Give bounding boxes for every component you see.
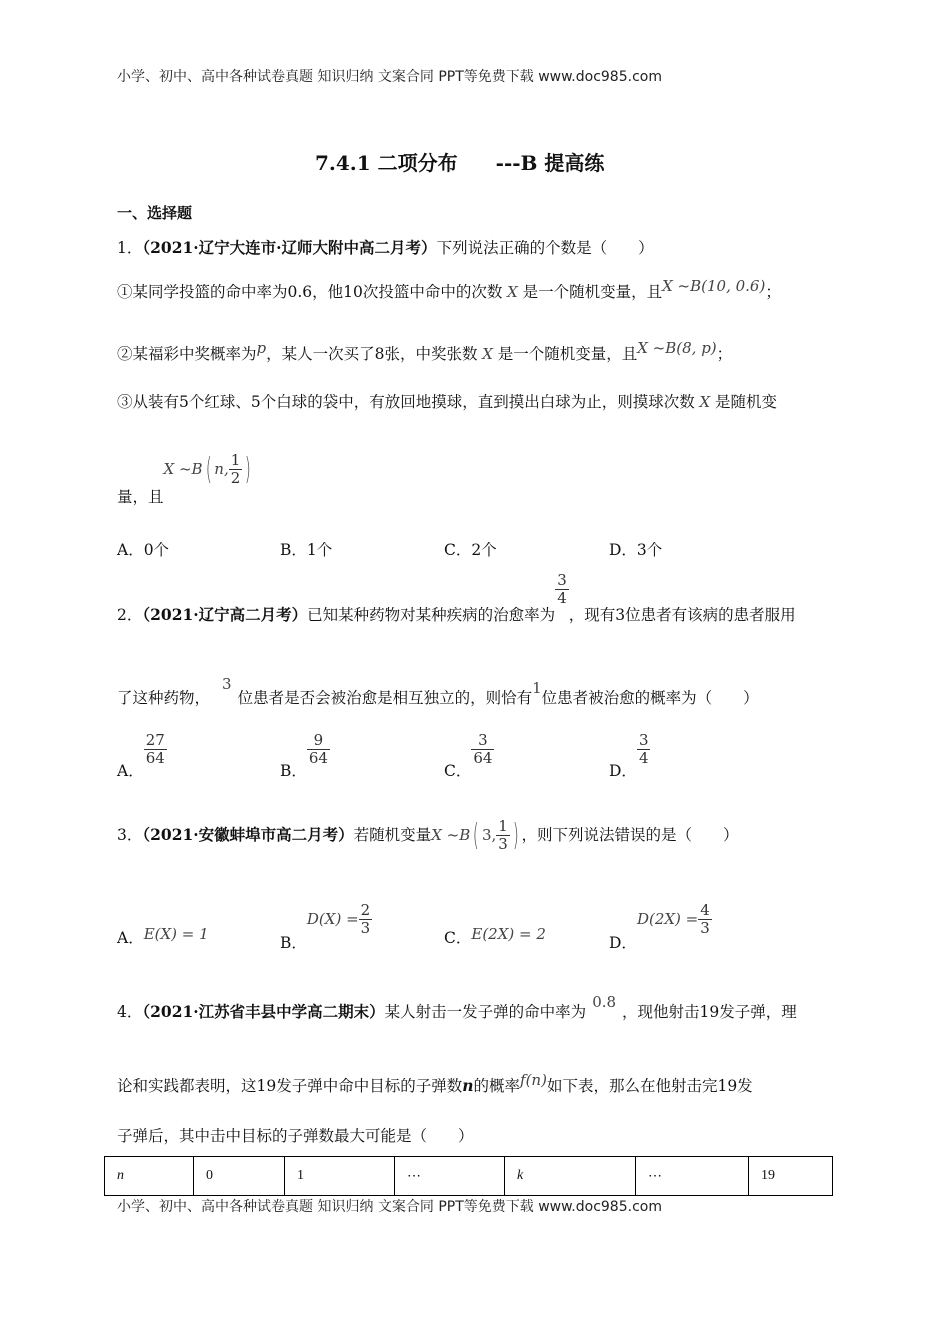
q1-stem: 下列说法正确的个数是（ ） [436, 239, 654, 257]
q3-source: （2021·安徽蚌埠市高二月考） [142, 824, 354, 844]
q2-rate-den: 4 [557, 589, 567, 608]
table-cell: k [505, 1157, 636, 1196]
q3-opt-b-den: 3 [360, 919, 371, 938]
q2-opt-c-label: C． [444, 761, 472, 780]
table-cell: n [105, 1157, 194, 1196]
q4-stem-line2 [117, 1071, 753, 1096]
table-row [105, 1157, 833, 1196]
q3-opt-b-expr: D(X) = [306, 909, 359, 928]
q1-source: （2021·辽宁大连市·辽师大附中高二月考） [142, 238, 437, 257]
q2-option-d [609, 731, 650, 780]
q4-fn: f(n) [520, 1071, 547, 1089]
q4-number: 4． [117, 1003, 143, 1021]
var-n: n, [214, 459, 229, 478]
q2-opt-c-frac [471, 732, 494, 768]
table-cell: 0 [194, 1157, 285, 1196]
q2-three: 3 [222, 675, 232, 693]
q2-stem5: 位患者被治愈的概率为（ ） [541, 689, 759, 707]
q1-s2-mid: ，某人一次买了8张，中奖张数 [266, 345, 478, 363]
q3-opt-d-frac [698, 902, 712, 938]
page-title [315, 147, 604, 176]
q2-opt-a-den: 64 [145, 749, 165, 768]
q4-rate: 0.8 [592, 993, 617, 1011]
paren-right: ) [245, 452, 252, 488]
table-cell: ⋯ [395, 1157, 505, 1196]
q1-s1-mid: 是一个随机变量，且 [522, 283, 663, 301]
q1-number: 1． [117, 239, 143, 257]
q2-opt-d-den: 4 [638, 749, 649, 768]
q1-stem-line [117, 236, 654, 258]
q3-opt-d-label: D． [609, 933, 637, 952]
q2-opt-c-den: 64 [473, 749, 493, 768]
q3-opt-c-label: C． [444, 929, 472, 947]
q3-option-c [444, 902, 546, 947]
q1-s2-mid2: 是一个随机变量，且 [497, 345, 638, 363]
var-p: p [256, 339, 267, 357]
q2-option-b [280, 731, 330, 780]
q1-statement-1: ①某同学投篮的命中率为0.6，他10次投篮中命中的次数 X 是一个随机变量，且X ~B(10, 0.6)； [117, 277, 781, 301]
q3-option-d [609, 901, 712, 952]
q2-stem-line2 [117, 675, 759, 708]
title-part1: 7.4.1 二项分布 [315, 151, 458, 175]
q1-s1-math: X ~B(10, 0.6) [662, 277, 766, 295]
var-x: X [502, 283, 523, 301]
q2-opt-d-num: 3 [638, 731, 649, 749]
q2-opt-b-den: 64 [308, 749, 328, 768]
q3-option-a [117, 902, 209, 947]
paren-left: ( [205, 452, 212, 488]
q4-source: （2021·江苏省丰县中学高二期末） [142, 1002, 385, 1021]
q3-opt-d-expr: D(2X) = [636, 909, 699, 928]
q4-stem-line3: 子弹后，其中击中目标的子弹数最大可能是（ ） [117, 1127, 474, 1145]
table-cell: 19 [749, 1157, 833, 1196]
paren-left: ( [473, 818, 480, 854]
q2-rate-fraction [555, 572, 569, 608]
q1-s1-text: ①某同学投篮的命中率为0.6，他10次投篮中命中的次数 [117, 283, 503, 301]
q1-statement-2: ②某福彩中奖概率为p，某人一次买了8张，中奖张数 X 是一个随机变量，且X ~B(8, p)； [117, 339, 733, 363]
q2-rate-num: 3 [557, 571, 567, 589]
title-part2: ---B 提高练 [495, 151, 605, 175]
q3-stem1: 若随机变量 [353, 825, 432, 844]
page-footer: 小学、初中、高中各种试卷真题 知识归纳 文案合同 PPT等免费下载 www.doc985.com [117, 1199, 662, 1215]
q3-opt-d-num: 4 [700, 901, 710, 919]
q2-opt-a-frac [144, 732, 167, 768]
q4-stem1: 某人射击一发子弹的命中率为 [384, 1003, 587, 1021]
fraction-1-3: $\frac{1}{3}$ [498, 817, 508, 854]
q2-stem3: 了这种药物， [117, 689, 211, 707]
fraction-1-2: $\frac{1}{2}$ [230, 451, 241, 488]
q1-statement-3-cont [117, 451, 254, 506]
q3-opt-a-label: A． [117, 929, 144, 947]
q3-n: 3, [481, 825, 497, 844]
q2-number: 2． [117, 605, 143, 624]
q2-stem1: 已知某种药物对某种疾病的治愈率为 [307, 605, 556, 624]
section-heading: 一、选择题 [117, 204, 193, 222]
q1-option-c: C．2个 [444, 541, 497, 559]
q3-math: X ~B [431, 825, 471, 844]
q2-opt-b-num: 9 [307, 732, 330, 750]
q1-s3-tail: 是随机变 [714, 393, 777, 411]
q3-opt-c-expr: E(2X) = 2 [471, 925, 546, 943]
q2-source: （2021·辽宁高二月考） [142, 604, 308, 624]
var-x: X [477, 345, 498, 363]
q1-s3-text: ③从装有5个红球、5个白球的袋中，有放回地摸球，直到摸出白球为止，则摸球次数 [117, 393, 695, 411]
q2-opt-b-frac [307, 732, 330, 768]
q2-stem-line1 [117, 571, 796, 624]
q1-option-b: B．1个 [280, 541, 333, 559]
paren-right: ) [512, 818, 519, 854]
page-header: 小学、初中、高中各种试卷真题 知识归纳 文案合同 PPT等免费下载 www.doc985.com [117, 69, 662, 85]
q3-stem-line [117, 818, 739, 854]
q4-stem5: 如下表，那么在他射击完19发 [546, 1077, 753, 1095]
q3-stem2: ，则下列说法错误的是（ ） [521, 825, 739, 844]
q2-option-a [117, 731, 167, 780]
q2-opt-a-label: A． [117, 761, 144, 780]
q3-opt-d-den: 3 [700, 919, 710, 938]
q3-option-b [280, 901, 372, 952]
q3-number: 3． [117, 825, 143, 844]
q2-one: 1 [532, 679, 542, 697]
table-cell: ⋯ [636, 1157, 749, 1196]
q2-stem2: ，现有3位患者有该病的患者服用 [568, 605, 796, 624]
q1-s2-text: ②某福彩中奖概率为 [117, 345, 257, 363]
q3-opt-b-num: 2 [360, 901, 371, 919]
q2-opt-a-num: 27 [145, 731, 165, 749]
q4-stem3: 论和实践都表明，这19发子弹中命中目标的子弹数 [117, 1077, 463, 1095]
q2-opt-d-frac [637, 732, 651, 768]
q2-opt-c-num: 3 [471, 732, 494, 750]
q4-stem-line1 [117, 993, 797, 1022]
q2-opt-d-label: D． [609, 761, 637, 780]
q4-stem4: 的概率 [473, 1077, 521, 1095]
q1-option-d: D．3个 [609, 541, 663, 559]
q1-option-a: A．0个 [117, 541, 170, 559]
q1-statement-3 [117, 390, 777, 412]
q4-stem2: ，现他射击19发子弹，理 [622, 1003, 797, 1021]
q2-opt-b-label: B． [280, 761, 307, 780]
q1-s3-math: X ~B [163, 459, 203, 478]
q2-option-c [444, 731, 494, 780]
table-cell: 1 [285, 1157, 395, 1196]
q2-stem4: 位患者是否会被治愈是相互独立的，则恰有 [237, 689, 533, 707]
q4-n: n [462, 1076, 474, 1095]
q4-table [104, 1156, 833, 1196]
q1-s2-math: X ~B(8, p) [637, 339, 717, 357]
var-x: X [694, 393, 715, 411]
q3-opt-a-expr: E(X) = 1 [143, 925, 209, 943]
q3-opt-b-label: B． [280, 933, 307, 952]
q1-s3-line2: 量，且 [117, 487, 164, 506]
q3-opt-b-frac [359, 902, 373, 938]
